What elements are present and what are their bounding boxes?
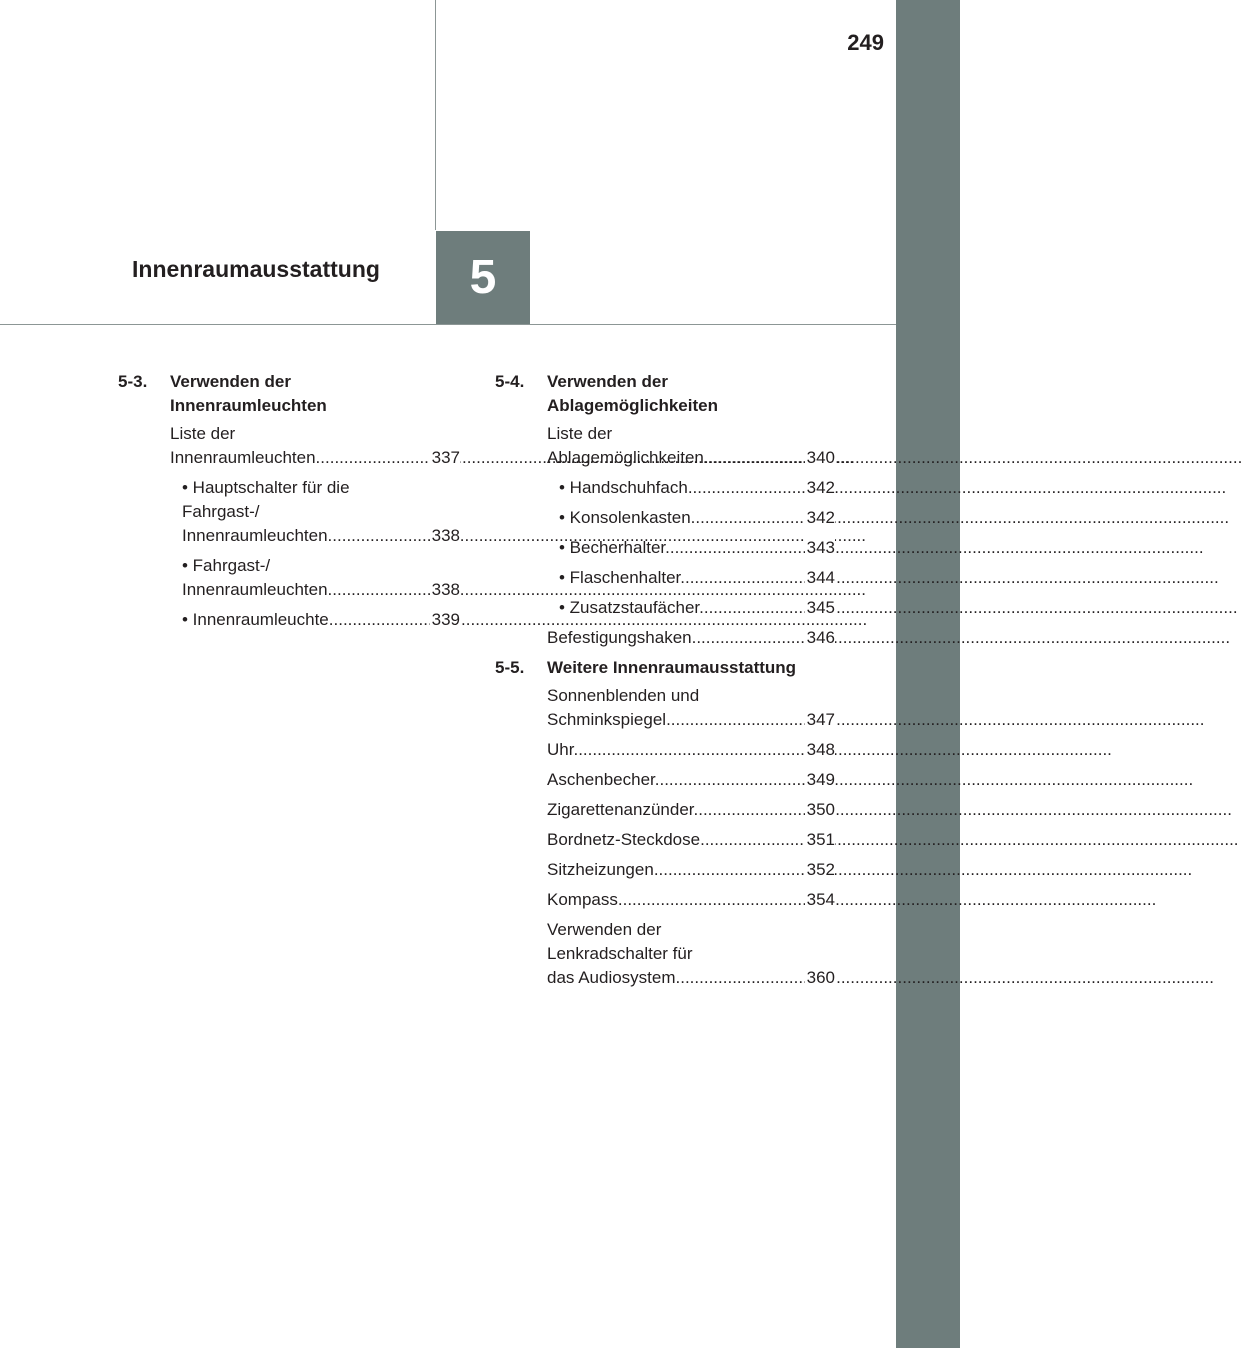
toc-entry-title: Innenraumleuchten .....	[182, 446, 460, 470]
header-horizontal-rule	[0, 324, 896, 325]
toc-entry-title: Innenraumleuchten .....	[194, 578, 460, 602]
toc-page-number: 337	[430, 446, 460, 470]
toc-page-number: 342	[805, 506, 835, 530]
section-title	[170, 370, 460, 418]
toc-entry-title: Uhr .....	[559, 738, 835, 762]
toc-page-number: 339	[430, 608, 460, 632]
toc-entry-title: • Konsolenkasten .....	[571, 506, 835, 530]
toc-entry-title: • Handschuhfach .....	[571, 476, 835, 500]
section-number: 5-4.	[495, 372, 525, 391]
section-title-line: Innenraumleuchten	[170, 396, 327, 415]
toc-entry-title: das Audiosystem .....	[559, 966, 835, 990]
toc-entry	[547, 798, 835, 822]
page-number: 249	[847, 30, 884, 55]
toc-entry-title: Zigarettenanzünder .....	[559, 798, 835, 822]
toc-page-number: 342	[805, 476, 835, 500]
toc-entry-line: • Fahrgast-/	[182, 556, 271, 575]
section-title-line: Ablagemöglichkeiten	[547, 396, 718, 415]
toc-entry-line: Sonnenblenden und	[547, 686, 700, 705]
toc-entry	[559, 536, 835, 560]
toc-page-number: 345	[805, 596, 835, 620]
section-title-line: Verwenden der	[547, 372, 668, 391]
toc-entry-line: Liste der	[170, 424, 236, 443]
chapter-number: 5	[469, 251, 497, 304]
toc-entry	[547, 626, 835, 650]
toc-entry	[559, 566, 835, 590]
toc-entry-line: • Hauptschalter für die	[182, 478, 350, 497]
section-number: 5-5.	[495, 658, 525, 677]
toc-entry-title: Aschenbecher .....	[559, 768, 835, 792]
toc-entry	[170, 422, 460, 470]
toc-entry-line: Lenkradschalter für	[547, 944, 693, 963]
toc-entry-title: Ablagemöglichkeiten .....	[559, 446, 835, 470]
toc-entry	[547, 422, 835, 470]
toc-entry-title: Kompass .....	[559, 888, 835, 912]
toc-entry-title: • Flaschenhalter .....	[571, 566, 835, 590]
toc-page-number: 344	[805, 566, 835, 590]
toc-entry	[547, 858, 835, 882]
toc-entry	[559, 506, 835, 530]
toc-page-number: 338	[430, 578, 460, 602]
toc-page-number: 346	[805, 626, 835, 650]
section-title	[547, 656, 835, 680]
toc-entry-title: Sitzheizungen .....	[559, 858, 835, 882]
toc-column-right	[495, 370, 835, 990]
toc-section	[495, 370, 835, 418]
toc-page-number: 352	[805, 858, 835, 882]
section-title-line: Verwenden der	[170, 372, 291, 391]
toc-entry	[547, 828, 835, 852]
toc-entry-title: • Becherhalter .....	[571, 536, 835, 560]
toc-entry-line: Verwenden der	[547, 920, 662, 939]
section-number: 5-3.	[118, 372, 148, 391]
toc-entry	[559, 596, 835, 620]
toc-entry-title: Innenraumleuchten .....	[194, 524, 460, 548]
chapter-side-tab	[896, 0, 960, 1348]
toc-entry-title: Schminkspiegel .....	[559, 708, 835, 732]
toc-entry-line: Liste der	[547, 424, 613, 443]
toc-entry	[547, 738, 835, 762]
toc-entry-title: • Zusatzstaufächer .....	[571, 596, 835, 620]
section-title-line: Weitere Innenraumausstattung	[547, 658, 797, 677]
toc-page-number: 338	[430, 524, 460, 548]
section-title	[547, 370, 835, 418]
toc-entry	[182, 476, 460, 548]
toc-section	[118, 370, 460, 418]
toc-page-number: 340	[805, 446, 835, 470]
toc-section	[495, 656, 835, 680]
toc-entry	[182, 554, 460, 602]
toc-page-number: 350	[805, 798, 835, 822]
chapter-title: Innenraumausstattung	[132, 256, 380, 282]
header-vertical-rule	[435, 0, 436, 230]
toc-entry-title: Bordnetz-Steckdose .....	[559, 828, 835, 852]
chapter-number-box	[436, 231, 530, 324]
toc-page-number: 354	[805, 888, 835, 912]
toc-page-number: 347	[805, 708, 835, 732]
toc-entry	[182, 608, 460, 632]
toc-page-number: 343	[805, 536, 835, 560]
toc-column-left	[118, 370, 460, 632]
toc-entry	[547, 684, 835, 732]
toc-entry-title: Befestigungshaken .....	[559, 626, 835, 650]
toc-page-number: 348	[805, 738, 835, 762]
toc-page-number: 360	[805, 966, 835, 990]
toc-entry-title: • Innenraumleuchte .....	[194, 608, 460, 632]
toc-entry	[547, 768, 835, 792]
toc-entry-line: Fahrgast-/	[182, 502, 260, 521]
toc-entry	[547, 888, 835, 912]
toc-page-number: 351	[805, 828, 835, 852]
toc-entry	[559, 476, 835, 500]
toc-entry	[547, 918, 835, 990]
toc-page-number: 349	[805, 768, 835, 792]
